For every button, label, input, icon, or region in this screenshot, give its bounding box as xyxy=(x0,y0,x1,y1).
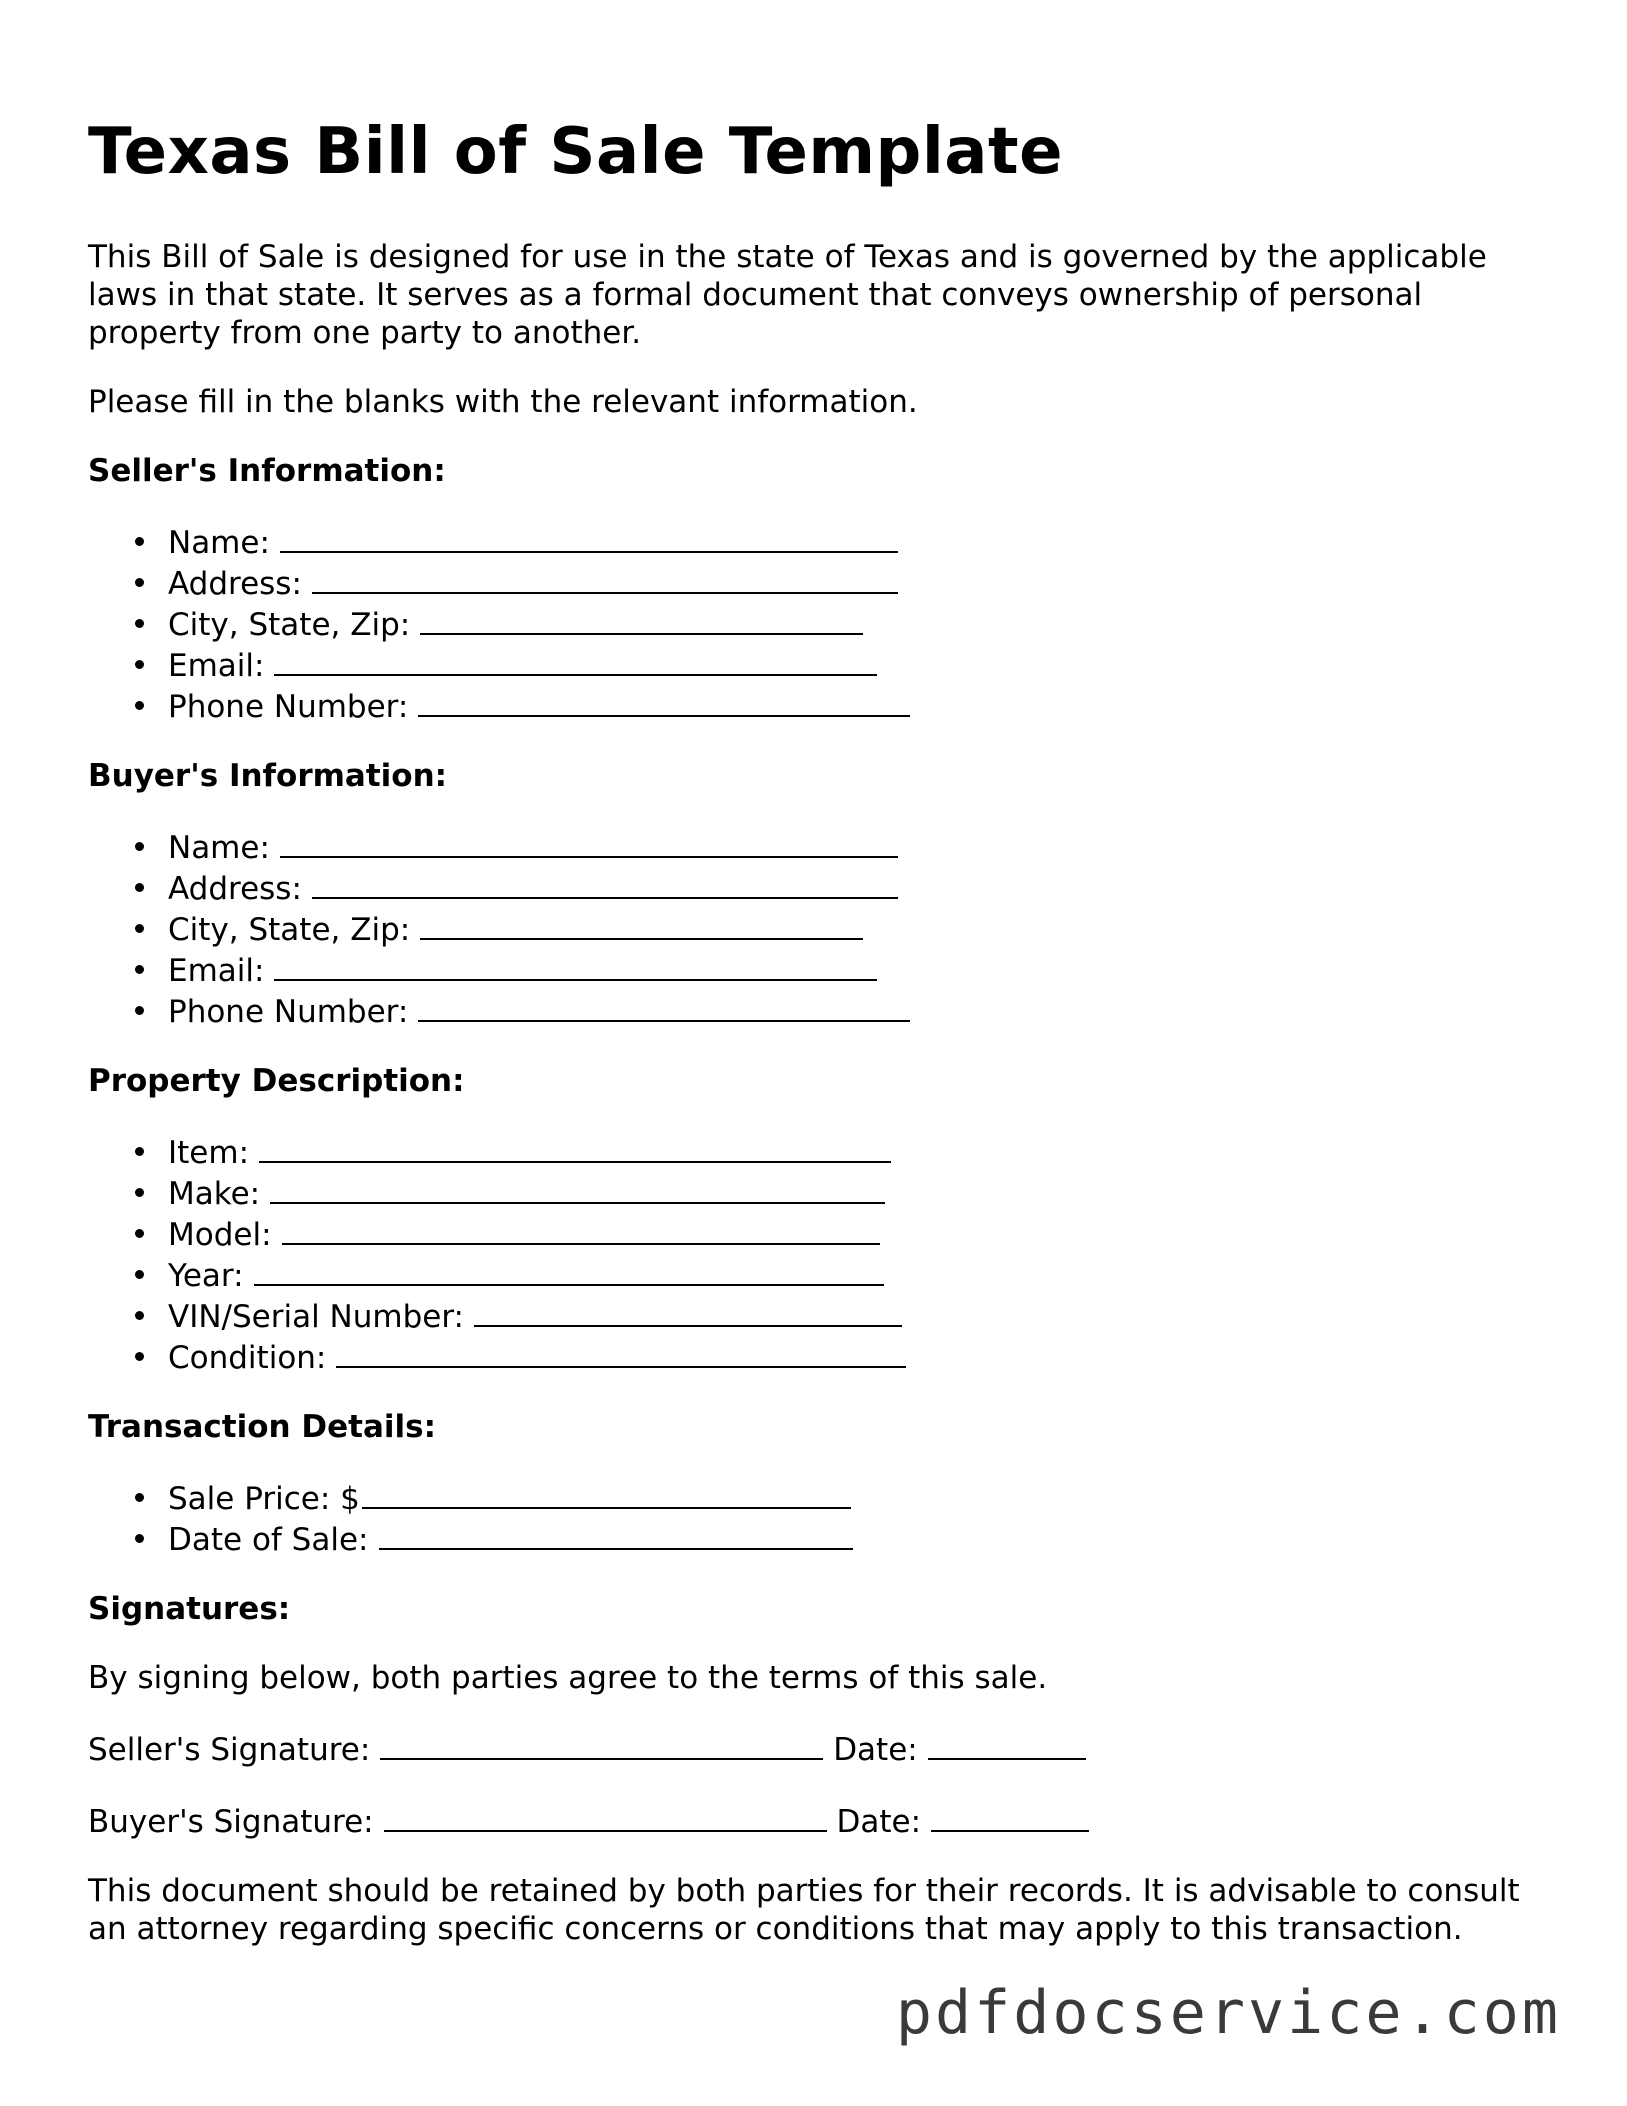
signature-statement: By signing below, both parties agree to the terms of this sale. xyxy=(88,1660,1048,1696)
buyer-phone-item xyxy=(168,990,1528,1031)
field-label: Phone Number: xyxy=(168,689,409,725)
seller-address-blank[interactable] xyxy=(312,562,898,594)
property-condition-item xyxy=(168,1336,1528,1377)
property-condition-blank[interactable] xyxy=(336,1336,906,1368)
property-heading: Property Description: xyxy=(88,1063,465,1099)
closing-paragraph: This document should be retained by both parties for their records. It is advisable to consult an attorney regarding specific concerns or conditions that may apply to this transaction. xyxy=(88,1873,1520,1947)
property-vin-blank[interactable] xyxy=(474,1295,902,1327)
field-label: VIN/Serial Number: xyxy=(168,1299,464,1335)
field-label: Email: xyxy=(168,648,265,684)
field-label: Name: xyxy=(168,525,270,561)
field-label: Email: xyxy=(168,953,265,989)
buyer-signature-blank[interactable] xyxy=(384,1800,827,1832)
transaction-field-list xyxy=(88,1477,1528,1559)
property-vin-item xyxy=(168,1295,1528,1336)
property-year-blank[interactable] xyxy=(254,1254,884,1286)
seller-date-label: Date: xyxy=(833,1732,918,1768)
document-page xyxy=(88,108,1528,1948)
property-make-blank[interactable] xyxy=(270,1172,885,1204)
buyer-name-blank[interactable] xyxy=(280,826,898,858)
seller-city-blank[interactable] xyxy=(420,603,863,635)
buyer-field-list xyxy=(88,826,1528,1031)
property-model-item xyxy=(168,1213,1528,1254)
property-field-list xyxy=(88,1131,1528,1377)
seller-address-item xyxy=(168,562,1528,603)
seller-signature-label: Seller's Signature: xyxy=(88,1732,371,1768)
sale-date-item xyxy=(168,1518,1528,1559)
signatures-heading: Signatures: xyxy=(88,1591,291,1627)
property-item-blank[interactable] xyxy=(259,1131,891,1163)
property-make-item xyxy=(168,1172,1528,1213)
field-label: Model: xyxy=(168,1217,272,1253)
seller-name-blank[interactable] xyxy=(280,521,898,553)
buyer-date-blank[interactable] xyxy=(931,1800,1089,1832)
field-label: Year: xyxy=(168,1258,244,1294)
buyer-email-item xyxy=(168,949,1528,990)
seller-name-item xyxy=(168,521,1528,562)
buyer-name-item xyxy=(168,826,1528,867)
seller-field-list xyxy=(88,521,1528,726)
seller-phone-blank[interactable] xyxy=(418,685,910,717)
buyer-address-item xyxy=(168,867,1528,908)
field-label: City, State, Zip: xyxy=(168,912,411,948)
seller-signature-line xyxy=(88,1728,1528,1769)
buyer-city-item xyxy=(168,908,1528,949)
sale-price-blank[interactable] xyxy=(362,1477,851,1509)
field-label: Item: xyxy=(168,1135,250,1171)
buyer-signature-label: Buyer's Signature: xyxy=(88,1804,374,1840)
watermark-brand: pdfdocservice.com xyxy=(895,1978,1561,2048)
field-label: Date of Sale: xyxy=(168,1522,369,1558)
property-model-blank[interactable] xyxy=(282,1213,880,1245)
field-label: Phone Number: xyxy=(168,994,409,1030)
field-label: Address: xyxy=(168,566,302,602)
sale-date-blank[interactable] xyxy=(379,1518,853,1550)
field-label: City, State, Zip: xyxy=(168,607,411,643)
seller-heading: Seller's Information: xyxy=(88,453,446,489)
property-item-item xyxy=(168,1131,1528,1172)
field-label: Sale Price: $ xyxy=(168,1481,360,1517)
sale-price-item xyxy=(168,1477,1528,1518)
field-label: Make: xyxy=(168,1176,261,1212)
buyer-city-blank[interactable] xyxy=(420,908,863,940)
document-title: Texas Bill of Sale Template xyxy=(88,115,1063,189)
field-label: Name: xyxy=(168,830,270,866)
seller-phone-item xyxy=(168,685,1528,726)
seller-email-blank[interactable] xyxy=(274,644,877,676)
buyer-address-blank[interactable] xyxy=(312,867,898,899)
buyer-signature-line xyxy=(88,1800,1528,1841)
transaction-heading: Transaction Details: xyxy=(88,1409,436,1445)
buyer-phone-blank[interactable] xyxy=(418,990,910,1022)
field-label: Condition: xyxy=(168,1340,327,1376)
seller-signature-blank[interactable] xyxy=(380,1728,823,1760)
buyer-email-blank[interactable] xyxy=(274,949,877,981)
field-label: Address: xyxy=(168,871,302,907)
instruction-paragraph: Please fill in the blanks with the relevant information. xyxy=(88,384,918,420)
buyer-heading: Buyer's Information: xyxy=(88,758,448,794)
seller-email-item xyxy=(168,644,1528,685)
buyer-date-label: Date: xyxy=(836,1804,922,1840)
seller-date-blank[interactable] xyxy=(928,1728,1086,1760)
property-year-item xyxy=(168,1254,1528,1295)
intro-paragraph: This Bill of Sale is designed for use in the state of Texas and is governed by the applicable laws in that state. It serves as a formal document that conveys ownership of personal property from one party to another. xyxy=(88,239,1487,351)
seller-city-item xyxy=(168,603,1528,644)
